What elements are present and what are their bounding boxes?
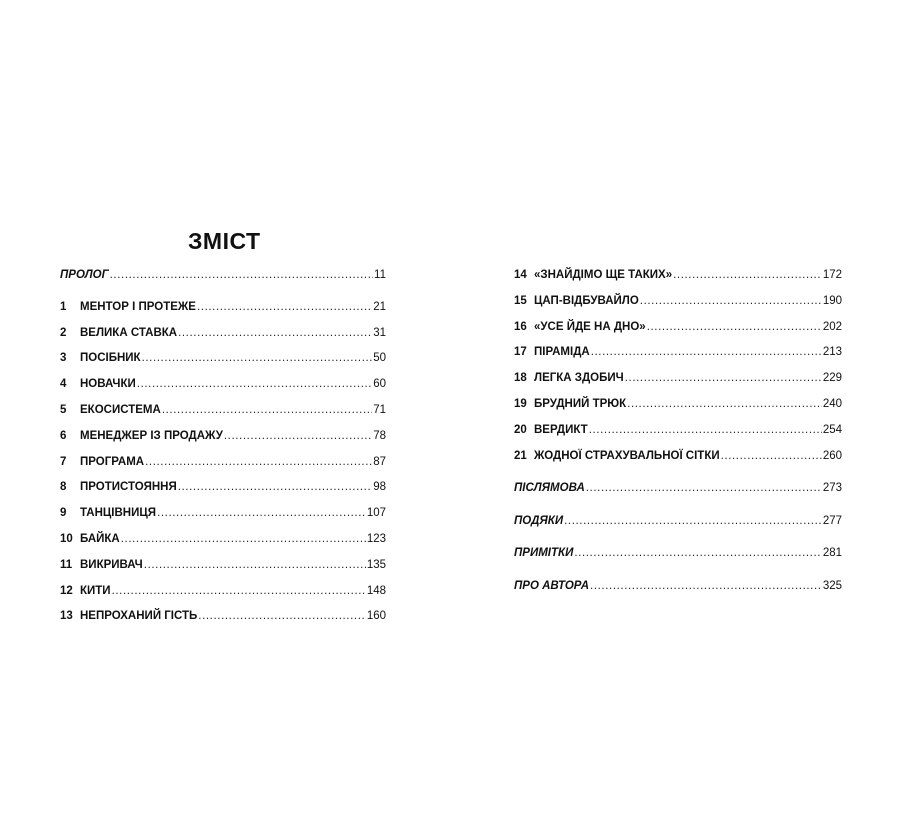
toc-entry-title: НОВАЧКИ	[80, 378, 136, 391]
toc-entry-page: 190	[822, 294, 842, 307]
toc-entry-page: 31	[373, 326, 386, 339]
dot-leader	[178, 481, 372, 493]
chapter-number: 9	[60, 507, 67, 520]
dot-leader	[198, 610, 366, 622]
chapter-number: 11	[60, 558, 73, 571]
dot-leader	[224, 430, 372, 442]
toc-entry[interactable]	[60, 404, 386, 430]
toc-entry-title: ЕКОСИСТЕМА	[80, 403, 161, 416]
toc-entry-title: КИТИ	[80, 584, 111, 597]
toc-entry-title: МЕНЕДЖЕР ІЗ ПРОДАЖУ	[80, 429, 223, 442]
toc-entry-title: ЛЕГКА ЗДОБИЧ	[534, 372, 624, 385]
dot-leader	[591, 346, 822, 358]
toc-entry-title: ВИКРИВАЧ	[80, 558, 143, 571]
toc-entry-title: ПРОГРАМА	[80, 455, 145, 468]
chapter-number: 5	[60, 403, 67, 416]
toc-entry[interactable]	[60, 327, 386, 353]
toc-entry[interactable]	[60, 610, 386, 636]
toc-entry-afterword[interactable]	[514, 482, 842, 515]
dot-leader	[162, 404, 372, 416]
toc-entry[interactable]	[60, 456, 386, 482]
dot-leader	[178, 327, 372, 339]
toc-entry-page: 273	[822, 482, 842, 495]
chapter-number: 3	[60, 352, 67, 365]
toc-entry[interactable]	[514, 321, 842, 347]
chapter-number: 6	[60, 429, 67, 442]
toc-entry-page: 135	[366, 558, 386, 571]
toc-entry-about-author[interactable]	[514, 580, 842, 613]
toc-entry-page: 172	[822, 269, 842, 281]
toc-entry-title: ПРО АВТОРА	[514, 579, 590, 592]
dot-leader	[574, 547, 821, 559]
toc-right-column	[514, 269, 842, 612]
toc-entry-title: ПРОТИСТОЯННЯ	[80, 481, 177, 494]
toc-entry-page: 260	[822, 449, 842, 462]
dot-leader	[673, 269, 822, 281]
toc-entry[interactable]	[514, 295, 842, 321]
chapter-number: 21	[514, 449, 527, 462]
toc-entry-title: ТАНЦІВНИЦЯ	[80, 507, 157, 520]
toc-entry-page: 254	[822, 423, 842, 436]
toc-entry-title: «УСЕ ЙДЕ НА ДНО»	[534, 320, 646, 333]
toc-entry[interactable]	[514, 398, 842, 424]
toc-entry-title: ВЕРДИКТ	[534, 423, 588, 436]
dot-leader	[647, 321, 822, 333]
toc-entry-title: ВЕЛИКА СТАВКА	[80, 326, 178, 339]
toc-entry-page: 123	[366, 532, 386, 545]
toc-entry[interactable]	[60, 378, 386, 404]
toc-entry[interactable]	[60, 533, 386, 559]
dot-leader	[627, 398, 822, 410]
toc-entry-page: 281	[822, 547, 842, 560]
toc-entry-page: 277	[822, 514, 842, 527]
chapter-number: 7	[60, 455, 67, 468]
spacer	[514, 475, 842, 482]
toc-entry[interactable]	[60, 430, 386, 456]
dot-leader	[197, 301, 372, 313]
dot-leader	[625, 372, 822, 384]
page-title: ЗМІСТ	[188, 228, 261, 254]
chapter-number: 12	[60, 584, 73, 597]
toc-entry-notes[interactable]	[514, 547, 842, 580]
dot-leader	[112, 585, 366, 597]
dot-leader	[586, 482, 822, 494]
toc-entry-page: 11	[374, 269, 386, 281]
toc-entry-page: 160	[366, 610, 386, 623]
dot-leader	[721, 450, 822, 462]
toc-entry-acknowledgements[interactable]	[514, 515, 842, 548]
toc-entry-page: 107	[366, 507, 386, 520]
toc-entry-page: 240	[822, 397, 842, 410]
chapter-number: 19	[514, 397, 527, 410]
toc-entry[interactable]	[514, 372, 842, 398]
dot-leader	[640, 295, 822, 307]
toc-entry-title: «ЗНАЙДІМО ЩЕ ТАКИХ»	[534, 269, 673, 281]
chapter-number: 15	[514, 294, 527, 307]
toc-entry[interactable]	[60, 481, 386, 507]
toc-entry-page: 21	[373, 300, 386, 313]
toc-entry[interactable]	[514, 450, 842, 476]
chapter-number: 1	[60, 300, 67, 313]
toc-entry-prologue[interactable]	[60, 269, 386, 295]
toc-entry[interactable]	[514, 269, 842, 295]
toc-entry-title: ПОСІБНИК	[80, 352, 141, 365]
chapter-number: 17	[514, 346, 527, 359]
toc-entry-title: ПОДЯКИ	[514, 514, 564, 527]
chapter-number: 10	[60, 532, 73, 545]
dot-leader	[137, 378, 372, 390]
toc-entry-page: 87	[373, 455, 386, 468]
chapter-number: 16	[514, 320, 527, 333]
toc-entry-page: 60	[373, 378, 386, 391]
toc-entry-title: ЖОДНОЇ СТРАХУВАЛЬНОЇ СІТКИ	[534, 449, 720, 462]
chapter-number: 20	[514, 423, 527, 436]
dot-leader	[121, 533, 366, 545]
toc-entry[interactable]	[514, 424, 842, 450]
toc-entry[interactable]	[60, 352, 386, 378]
dot-leader	[144, 559, 366, 571]
toc-entry-page: 148	[366, 584, 386, 597]
toc-entry-page: 78	[373, 429, 386, 442]
toc-entry-page: 98	[373, 481, 386, 494]
toc-entry[interactable]	[60, 301, 386, 327]
dot-leader	[142, 352, 373, 364]
toc-entry[interactable]	[60, 585, 386, 611]
toc-entry-title: ПІРАМІДА	[534, 346, 590, 359]
toc-entry-page: 50	[373, 352, 386, 365]
chapter-number: 18	[514, 372, 527, 385]
chapter-number: 13	[60, 610, 73, 623]
dot-leader	[564, 515, 822, 527]
toc-entry[interactable]	[60, 507, 386, 533]
toc-entry-title: БРУДНИЙ ТРЮК	[534, 397, 627, 410]
toc-left-column	[60, 269, 386, 636]
toc-entry-page: 213	[822, 346, 842, 359]
toc-entry-page: 202	[822, 320, 842, 333]
chapter-number: 8	[60, 481, 67, 494]
toc-entry-title: ПРОЛОГ	[60, 269, 109, 281]
toc-entry-title: МЕНТОР І ПРОТЕЖЕ	[80, 300, 196, 313]
toc-entry-page: 325	[822, 579, 842, 592]
toc-entry-title: ЦАП-ВІДБУВАЙЛО	[534, 294, 639, 307]
toc-entry-page: 229	[822, 372, 842, 385]
toc-entry-page: 71	[373, 403, 386, 416]
toc-entry-title: ПІСЛЯМОВА	[514, 482, 585, 495]
dot-leader	[157, 507, 366, 519]
toc-entry-title: ПРИМІТКИ	[514, 547, 574, 560]
toc-entry-title: БАЙКА	[80, 532, 120, 545]
chapter-number: 4	[60, 378, 67, 391]
dot-leader	[145, 456, 372, 468]
dot-leader	[589, 424, 822, 436]
toc-entry[interactable]	[60, 559, 386, 585]
dot-leader	[110, 269, 373, 281]
toc-entry-title: НЕПРОХАНИЙ ГІСТЬ	[80, 610, 198, 623]
chapter-number: 14	[514, 269, 527, 281]
toc-entry[interactable]	[514, 346, 842, 372]
dot-leader	[590, 580, 822, 592]
chapter-number: 2	[60, 326, 67, 339]
